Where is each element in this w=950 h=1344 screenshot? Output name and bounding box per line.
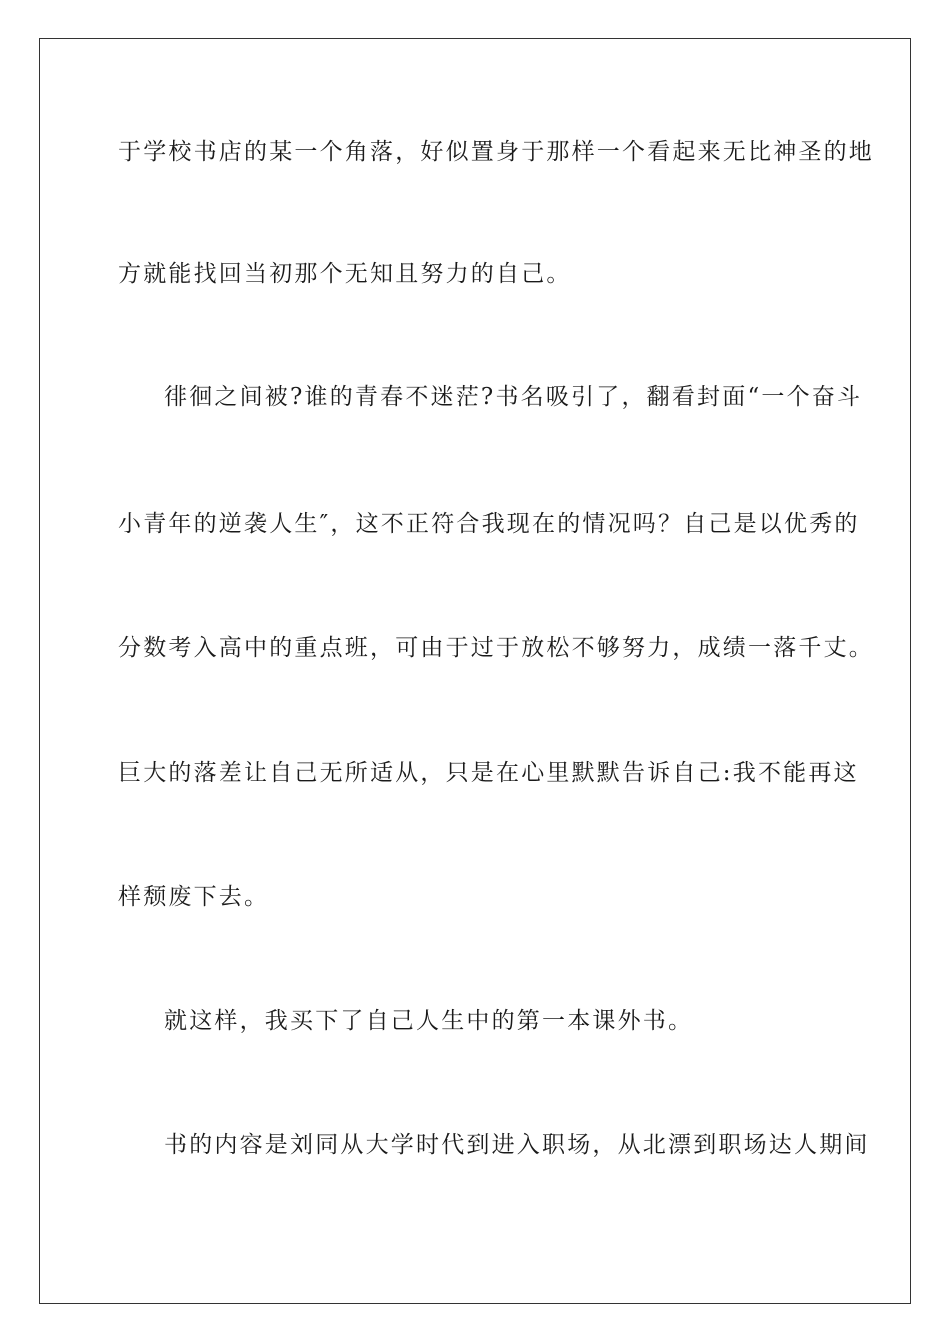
paragraph-line-3: 徘徊之间被?谁的青春不迷茫?书名吸引了，翻看封面“一个奋斗 bbox=[164, 384, 863, 410]
paragraph-line-5: 分数考入高中的重点班，可由于过于放松不够努力，成绩一落千丈。 bbox=[118, 635, 874, 661]
paragraph-line-1: 于学校书店的某一个角落，好似置身于那样一个看起来无比神圣的地 bbox=[118, 139, 874, 165]
paragraph-line-8: 就这样，我买下了自己人生中的第一本课外书。 bbox=[164, 1008, 694, 1034]
paragraph-line-2: 方就能找回当初那个无知且努力的自己。 bbox=[118, 261, 572, 287]
page-border bbox=[39, 38, 911, 1304]
paragraph-line-7: 样颓废下去。 bbox=[118, 884, 270, 910]
paragraph-line-9: 书的内容是刘同从大学时代到进入职场，从北漂到职场达人期间 bbox=[164, 1132, 870, 1158]
paragraph-line-6: 巨大的落差让自己无所适从，只是在心里默默告诉自己:我不能再这 bbox=[118, 760, 859, 786]
paragraph-line-4: 小青年的逆袭人生″，这不正符合我现在的情况吗？自己是以优秀的 bbox=[118, 511, 860, 537]
